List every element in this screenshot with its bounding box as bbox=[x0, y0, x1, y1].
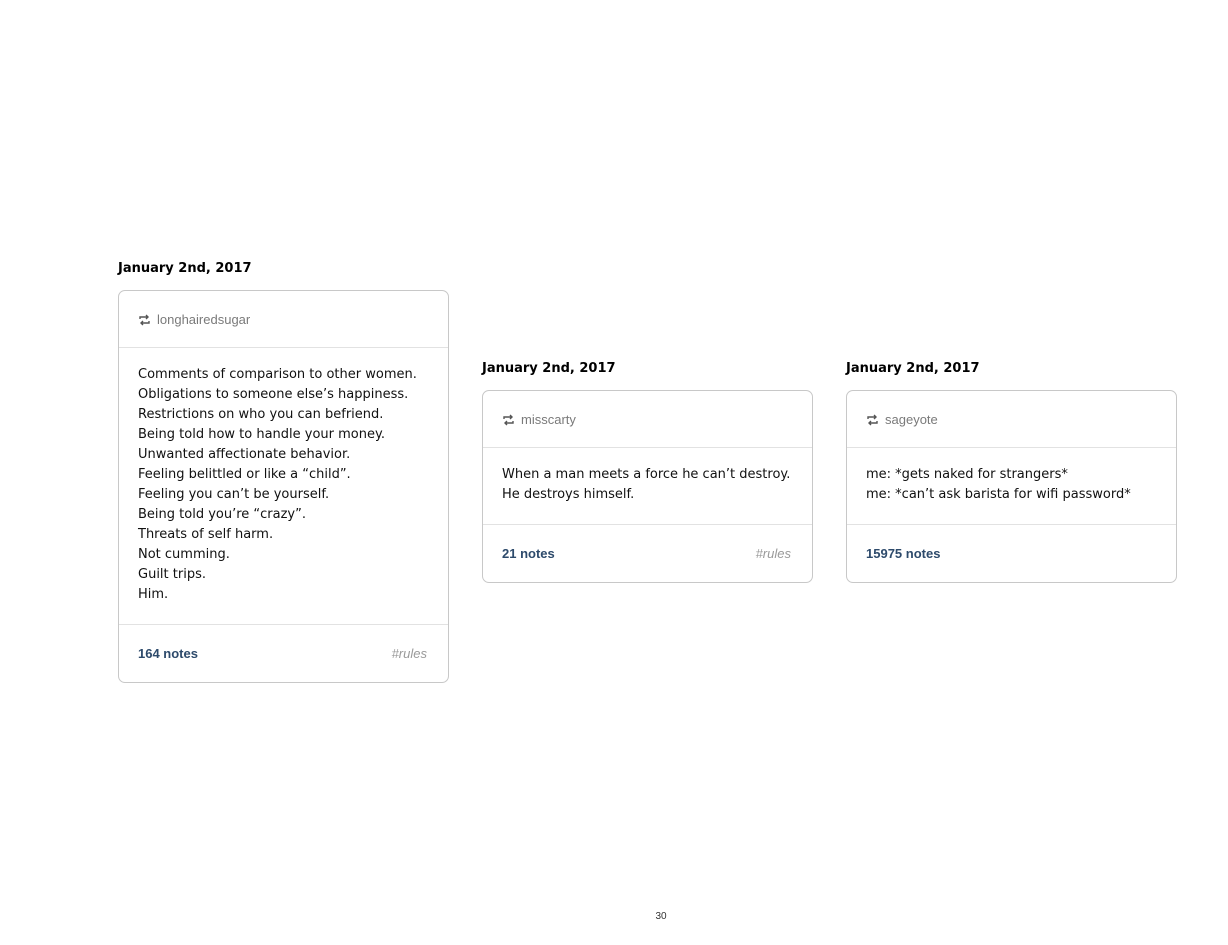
post-card bbox=[118, 290, 449, 683]
post-2 bbox=[482, 361, 813, 583]
post-line: He destroys himself. bbox=[502, 487, 635, 502]
reblog-icon bbox=[502, 414, 515, 426]
tag-link[interactable]: #rules bbox=[755, 546, 791, 561]
post-line: Obligations to someone else’s happiness. bbox=[138, 387, 409, 402]
post-line: me: *can’t ask barista for wifi password* bbox=[866, 487, 1131, 502]
post-date: January 2nd, 2017 bbox=[482, 361, 616, 376]
post-body bbox=[119, 348, 448, 625]
post-line: Feeling you can’t be yourself. bbox=[138, 487, 330, 502]
post-3 bbox=[846, 361, 1177, 583]
post-line: Not cumming. bbox=[138, 547, 230, 562]
reblog-icon bbox=[138, 314, 151, 326]
post-footer bbox=[847, 525, 1176, 582]
post-line: me: *gets naked for strangers* bbox=[866, 467, 1068, 482]
notes-count-link[interactable]: 21 notes bbox=[502, 546, 555, 561]
post-line: Unwanted affectionate behavior. bbox=[138, 447, 351, 462]
post-line: Being told how to handle your money. bbox=[138, 427, 385, 442]
notes-count-link[interactable]: 164 notes bbox=[138, 646, 198, 661]
post-header bbox=[119, 291, 448, 348]
author-link[interactable]: sageyote bbox=[885, 411, 938, 427]
post-header bbox=[483, 391, 812, 448]
post-body bbox=[847, 448, 1176, 525]
reblog-icon bbox=[866, 414, 879, 426]
post-date: January 2nd, 2017 bbox=[846, 361, 980, 376]
page-number: 30 bbox=[655, 911, 667, 922]
post-footer bbox=[119, 625, 448, 682]
notes-count-link[interactable]: 15975 notes bbox=[866, 546, 941, 561]
tag-link[interactable]: #rules bbox=[391, 646, 427, 661]
post-date: January 2nd, 2017 bbox=[118, 261, 252, 276]
post-line: Him. bbox=[138, 587, 169, 602]
post-line: Being told you’re “crazy”. bbox=[138, 507, 306, 522]
post-card bbox=[482, 390, 813, 583]
post-line: Threats of self harm. bbox=[138, 527, 274, 542]
post-body bbox=[483, 448, 812, 525]
post-line: Guilt trips. bbox=[138, 567, 206, 582]
author-link[interactable]: misscarty bbox=[521, 411, 576, 427]
post-card bbox=[846, 390, 1177, 583]
post-line: Comments of comparison to other women. bbox=[138, 367, 417, 382]
post-line: Restrictions on who you can befriend. bbox=[138, 407, 384, 422]
post-line: When a man meets a force he can’t destroy. bbox=[502, 467, 791, 482]
post-line: Feeling belittled or like a “child”. bbox=[138, 467, 351, 482]
post-1 bbox=[118, 261, 449, 683]
post-header bbox=[847, 391, 1176, 448]
post-footer bbox=[483, 525, 812, 582]
author-link[interactable]: longhairedsugar bbox=[157, 311, 251, 327]
